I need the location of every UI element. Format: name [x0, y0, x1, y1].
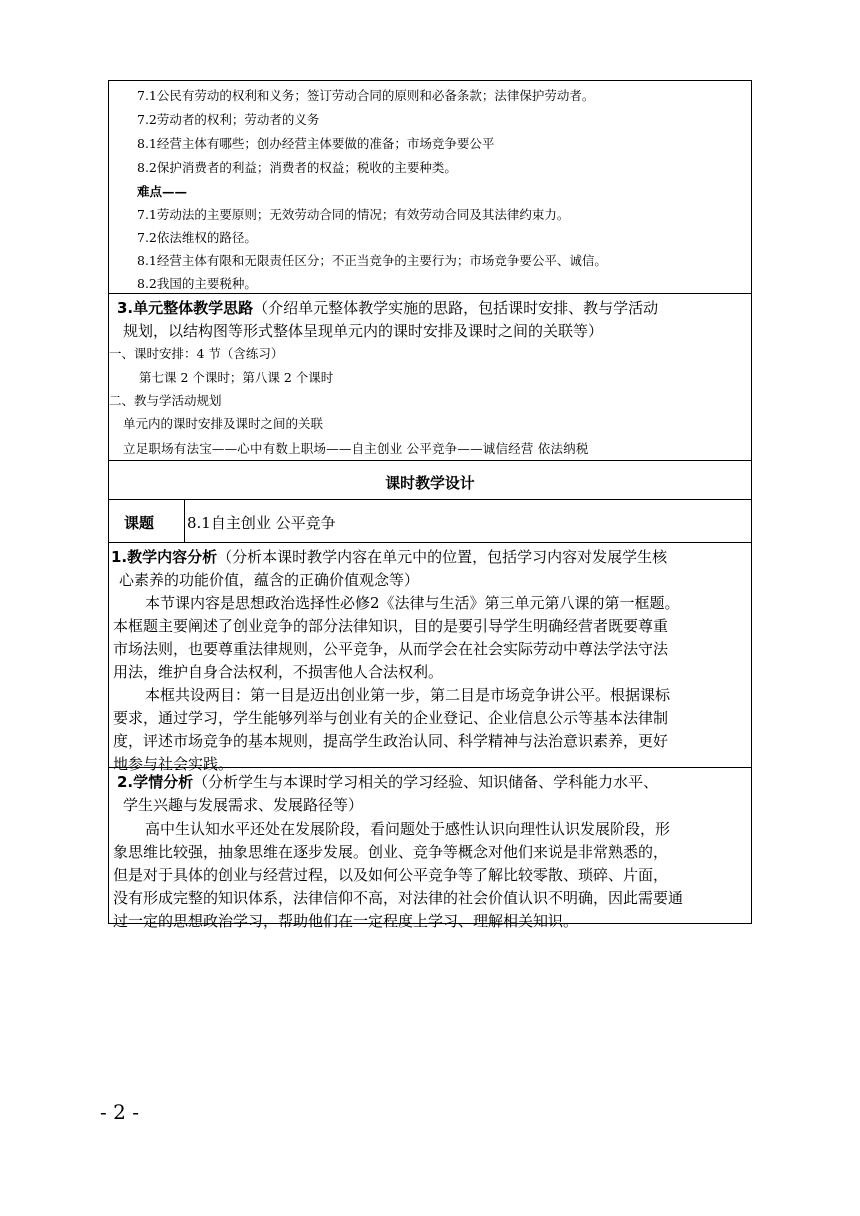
row-divider — [109, 460, 751, 461]
content-analysis-text: 地参与社会实践。 — [113, 755, 234, 773]
learner-analysis-heading-line — [117, 771, 658, 792]
lesson-plan-table — [108, 80, 752, 930]
content-analysis-text: 本框共设两目：第一目是迈出创业第一步，第二目是市场竞争讲公平。根据课标 — [145, 686, 671, 704]
lesson-flow-chain: 立足职场有法宝——心中有数上职场——自主创业 公平竞争——诚信经营 依法纳税 — [123, 441, 589, 456]
learner-analysis-note-continued: 学生兴趣与发展需求、发展路径等） — [123, 796, 364, 814]
difficult-point-item: 8.2我国的主要税种。 — [137, 276, 257, 291]
key-point-item: 8.2保护消费者的利益；消费者的权益；税收的主要种类。 — [137, 160, 457, 175]
key-point-item: 8.1经营主体有哪些；创办经营主体要做的准备；市场竞争要公平 — [137, 136, 495, 151]
learner-analysis-text: 高中生认知水平还处在发展阶段，看问题处于感性认识向理性认识发展阶段，形 — [145, 820, 671, 838]
topic-value: 8.1自主创业 公平竞争 — [187, 514, 336, 532]
unit-plan-heading-line — [117, 297, 658, 318]
row-divider — [109, 499, 751, 500]
learner-analysis-text: 象思维比较强，抽象思维在逐步发展。创业、竞争等概念对他们来说是非常熟悉的， — [113, 843, 669, 861]
learner-analysis-text: 没有形成完整的知识体系，法律信仰不高，对法律的社会价值认识不明确，因此需要通 — [113, 889, 684, 907]
content-analysis-note: （分析本课时教学内容在单元中的位置，包括学习内容对发展学生核 — [217, 548, 668, 566]
topic-label: 课题 — [124, 514, 155, 532]
difficult-point-item: 7.2依法维权的路径。 — [137, 230, 257, 245]
unit-plan-line: 第七课 2 个课时；第八课 2 个课时 — [139, 370, 334, 385]
content-analysis-heading-line — [111, 546, 667, 567]
content-analysis-text: 用法，维护自身合法权利，不损害他人合法权利。 — [113, 663, 444, 681]
unit-plan-note-continued: 规划，以结构图等形式整体呈现单元内的课时安排及课时之间的关联等） — [123, 322, 604, 340]
unit-plan-note: （介绍单元整体教学实施的思路，包括课时安排、教与学活动 — [253, 299, 659, 317]
learner-analysis-text: 但是对于具体的创业与经营过程，以及如何公平竞争等了解比较零散、琐碎、片面， — [113, 866, 669, 884]
key-point-item: 7.2劳动者的权利；劳动者的义务 — [137, 112, 320, 127]
difficult-point-item: 8.1经营主体有限和无限责任区分；不正当竞争的主要行为；市场竞争要公平、诚信。 — [137, 253, 607, 268]
unit-plan-heading: 3.单元整体教学思路 — [117, 299, 254, 317]
page-number: - 2 - — [100, 1100, 139, 1124]
content-analysis-text: 度，评述市场竞争的基本规则，提高学生政治认同、科学精神与法治意识素养，更好 — [113, 732, 669, 750]
difficult-points-title: 难点—— — [137, 184, 188, 199]
content-analysis-text: 要求，通过学习，学生能够列举与创业有关的企业登记、企业信息公示等基本法律制 — [113, 709, 669, 727]
content-analysis-text: 本框题主要阐述了创业竞争的部分法律知识，目的是要引导学生明确经营者既要尊重 — [113, 617, 669, 635]
content-analysis-text: 本节课内容是思想政治选择性必修2《法律与生活》第三单元第八课的第一框题。 — [145, 594, 680, 612]
content-analysis-text: 市场法则，也要尊重法律规则，公平竞争，从而学会在社会实际劳动中尊法学法守法 — [113, 640, 669, 658]
unit-plan-line: 单元内的课时安排及课时之间的关联 — [123, 416, 324, 431]
learner-analysis-text: 过一定的思想政治学习，帮助他们在一定程度上学习、理解相关知识。 — [113, 912, 579, 930]
difficult-point-item: 7.1劳动法的主要原则；无效劳动合同的情况；有效劳动合同及其法律约束力。 — [137, 207, 570, 222]
content-analysis-note-continued: 心素养的功能价值，蕴含的正确价值观念等） — [119, 571, 420, 589]
learner-analysis-note: （分析学生与本课时学习相关的学习经验、知识储备、学科能力水平、 — [193, 773, 659, 791]
row-divider — [109, 293, 751, 294]
lesson-design-title: 课时教学设计 — [385, 474, 475, 492]
topic-cell-divider — [184, 499, 185, 542]
content-analysis-heading: 1.教学内容分析 — [111, 548, 218, 566]
row-divider — [109, 542, 751, 543]
unit-plan-line: 一、课时安排：4 节（含练习） — [109, 346, 284, 361]
learner-analysis-heading: 2.学情分析 — [117, 773, 194, 791]
unit-plan-line: 二、教与学活动规划 — [109, 393, 222, 408]
key-point-item: 7.1公民有劳动的权利和义务；签订劳动合同的原则和必备条款；法律保护劳动者。 — [137, 88, 595, 103]
